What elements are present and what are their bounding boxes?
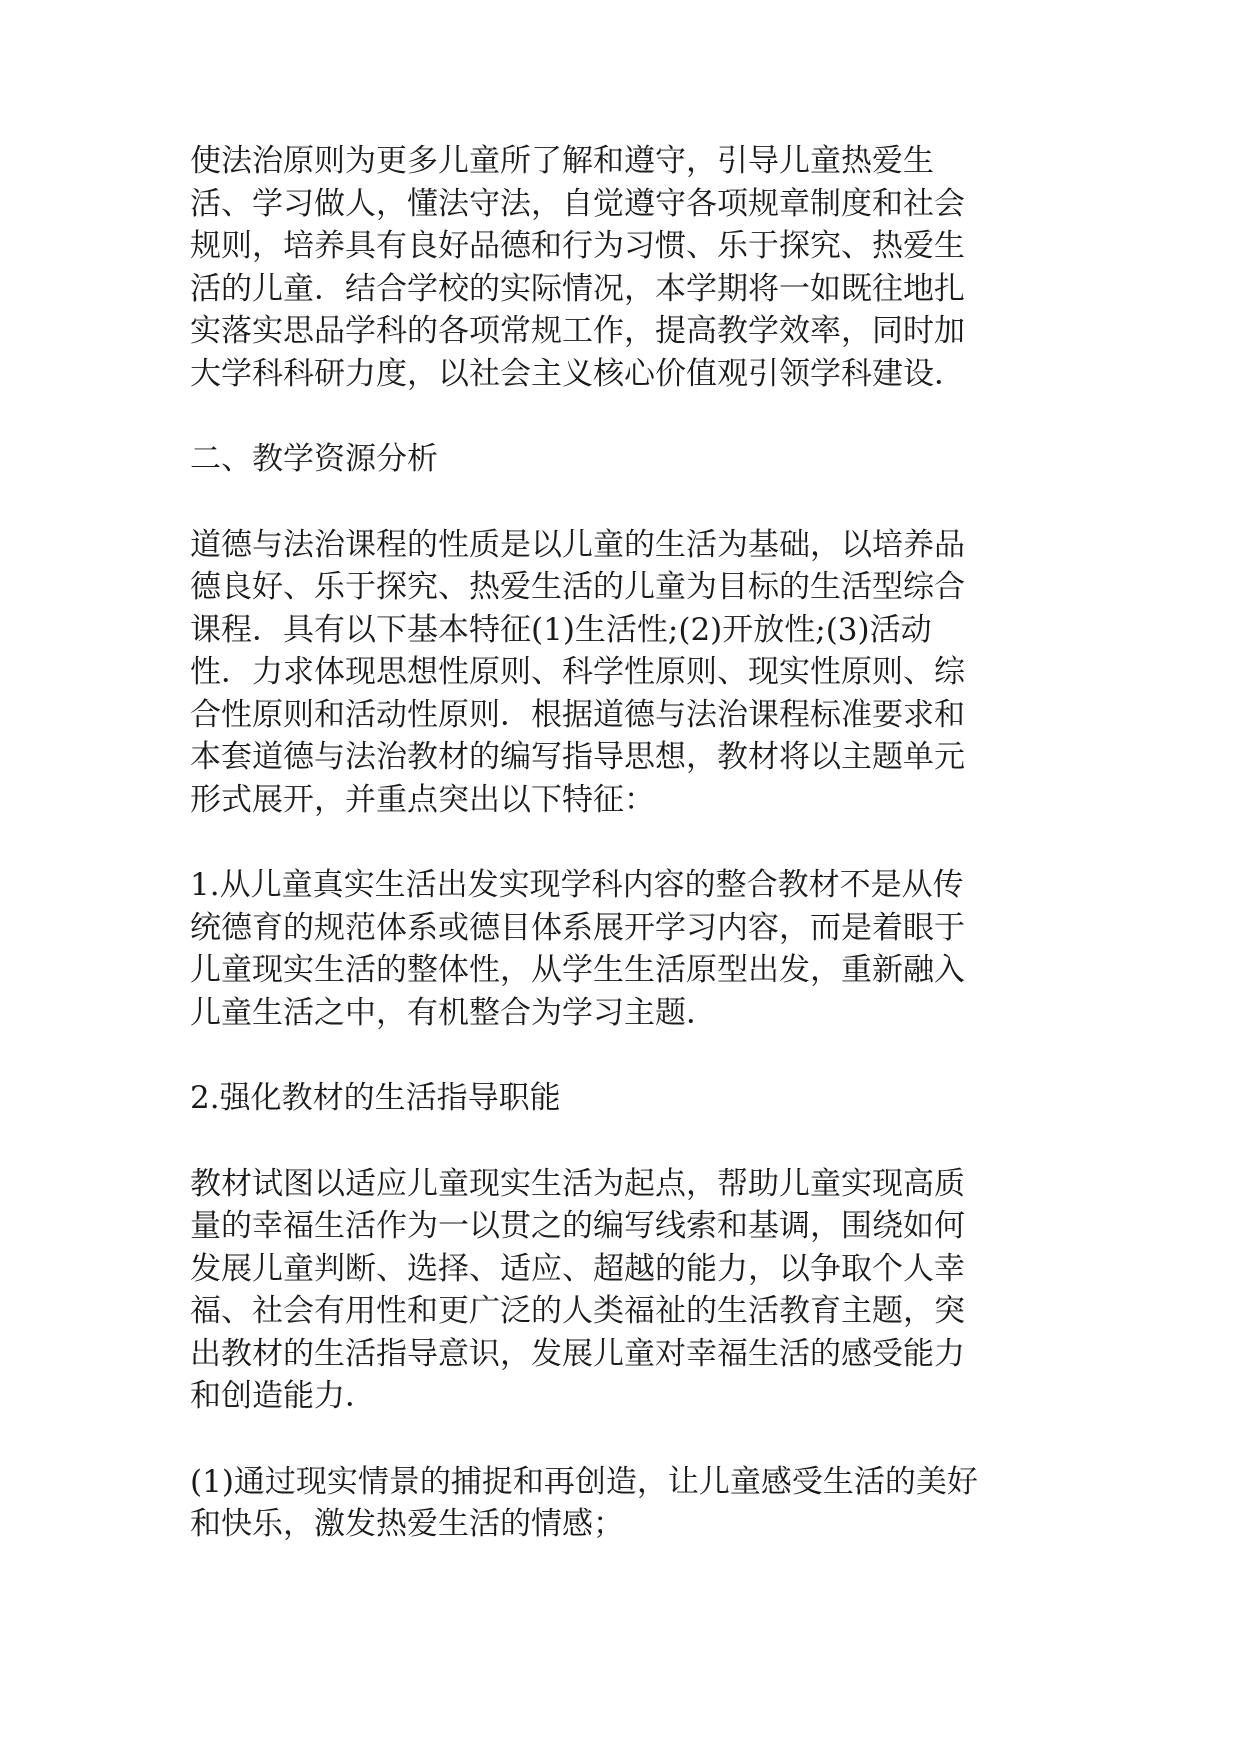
text-line: (1)通过现实情景的捕捉和再创造，让儿童感受生活的美好: [190, 1463, 978, 1500]
text-line: 规则，培养具有良好品德和行为习惯、乐于探究、热爱生: [190, 228, 965, 264]
text-line: 课程．具有以下基本特征(1)生活性;(2)开放性;(3)活动: [190, 611, 932, 648]
paragraph-gap: [190, 1034, 1070, 1077]
text-line: 1.从儿童真实生活出发实现学科内容的整合教材不是从传: [190, 867, 964, 903]
paragraph-gap: [190, 1418, 1070, 1461]
paragraph-intro: [190, 140, 1070, 395]
text-line: 合性原则和活动性原则．根据道德与法治课程标准要求和: [190, 696, 965, 733]
text-line: 大学科科研力度，以社会主义核心价值观引领学科建设．: [190, 355, 965, 392]
text-line: 活的儿童．结合学校的实际情况，本学期将一如既往地扎: [190, 270, 965, 307]
text-line: 2.强化教材的生活指导职能: [190, 1080, 561, 1116]
paragraph-course-nature: [190, 524, 1070, 822]
text-line: 统德育的规范体系或德目体系展开学习内容，而是着眼于: [190, 909, 965, 946]
paragraph-life-guidance: [190, 1163, 1070, 1418]
text-line: 活、学习做人，懂法守法，自觉遵守各项规章制度和社会: [190, 185, 965, 222]
text-line: 实落实思品学科的各项常规工作，提高教学效率，同时加: [190, 313, 965, 349]
text-line: 出教材的生活指导意识，发展儿童对幸福生活的感受能力: [190, 1335, 965, 1372]
text-line: 和快乐，激发热爱生活的情感；: [190, 1506, 624, 1542]
text-line: 性．力求体现思想性原则、科学性原则、现实性原则、综: [190, 654, 965, 690]
paragraph-point-2: [190, 1077, 1070, 1120]
paragraph-gap: [190, 1120, 1070, 1163]
text-line: 福、社会有用性和更广泛的人类福祉的生活教育主题，突: [190, 1293, 965, 1329]
paragraph-gap: [190, 481, 1070, 524]
document-body: [190, 140, 1070, 1546]
paragraph-point-1: [190, 864, 1070, 1034]
text-line: 发展儿童判断、选择、适应、超越的能力，以争取个人幸: [190, 1250, 965, 1287]
text-line: 使法治原则为更多儿童所了解和遵守，引导儿童热爱生: [190, 143, 934, 179]
heading-text: 二、教学资源分析: [190, 441, 438, 477]
text-line: 量的幸福生活作为一以贯之的编写线索和基调，围绕如何: [190, 1208, 965, 1244]
paragraph-gap: [190, 395, 1070, 438]
text-line: 儿童生活之中，有机整合为学习主题．: [190, 994, 717, 1031]
text-line: 本套道德与法治教材的编写指导思想，教材将以主题单元: [190, 739, 965, 775]
paragraph-sub-1: [190, 1461, 1070, 1546]
section-heading: [190, 438, 1070, 481]
text-line: 儿童现实生活的整体性，从学生生活原型出发，重新融入: [190, 952, 965, 988]
paragraph-gap: [190, 821, 1070, 864]
text-line: 和创造能力．: [190, 1378, 376, 1414]
text-line: 形式展开，并重点突出以下特征：: [190, 781, 655, 818]
text-line: 道德与法治课程的性质是以儿童的生活为基础，以培养品: [190, 526, 965, 563]
text-line: 教材试图以适应儿童现实生活为起点，帮助儿童实现高质: [190, 1165, 965, 1202]
text-line: 德良好、乐于探究、热爱生活的儿童为目标的生活型综合: [190, 569, 965, 605]
